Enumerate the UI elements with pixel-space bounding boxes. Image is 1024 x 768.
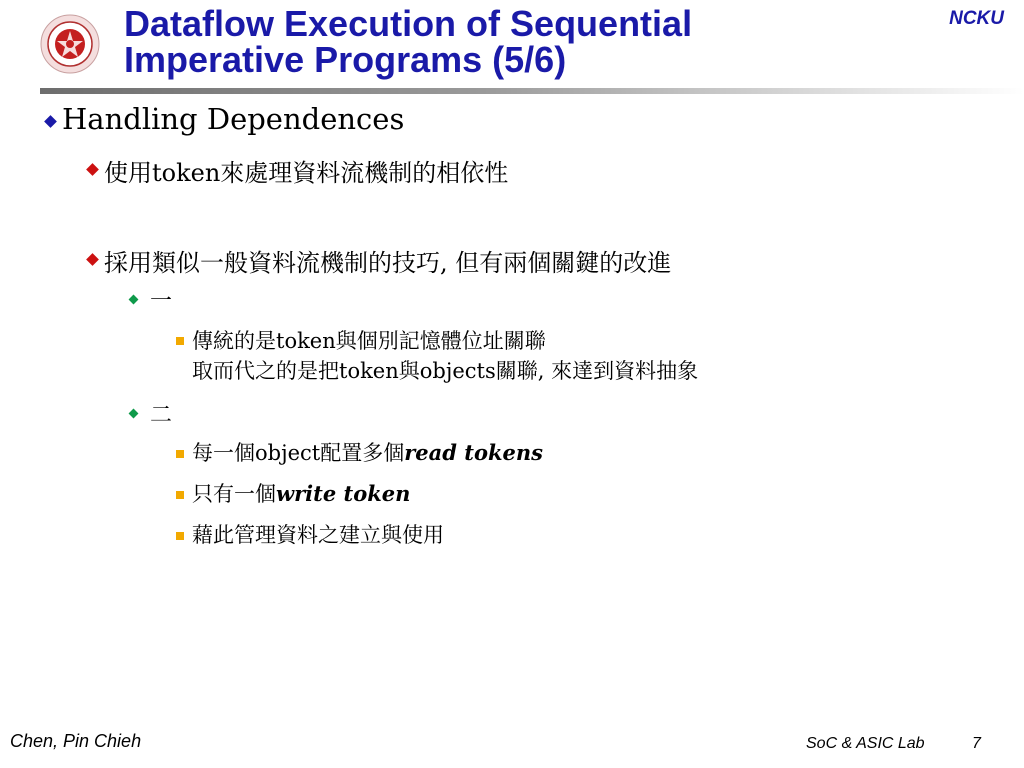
bullet-handling-dependences: Handling Dependences xyxy=(62,102,405,136)
bullet-replace-text: 取而代之的是把token與objects關聯, 來達到資料抽象 xyxy=(192,359,699,383)
brand-label: NCKU xyxy=(949,8,1004,29)
square-bullet-icon xyxy=(176,450,184,458)
title-line-1: Dataflow Execution of Sequential xyxy=(124,3,693,44)
bullet-write-token-text: 只有一個 xyxy=(192,482,276,506)
bullet-write-token-emphasis: write token xyxy=(276,481,411,506)
square-bullet-icon xyxy=(176,532,184,540)
diamond-bullet-icon xyxy=(129,409,139,419)
bullet-traditional: 傳統的是token與個別記憶體位址關聯 xyxy=(192,329,546,353)
bullet-read-tokens-emphasis: read tokens xyxy=(404,440,543,465)
footer-author: Chen, Pin Chieh xyxy=(10,731,142,751)
diamond-bullet-icon xyxy=(129,295,139,305)
bullet-read-tokens-text: 每一個object配置多個 xyxy=(192,441,405,465)
bullet-adopt-technique: 採用類似一般資料流機制的技巧, 但有兩個關鍵的改進 xyxy=(104,249,672,277)
bullet-first: 一 xyxy=(150,289,173,314)
footer-lab: SoC & ASIC Lab xyxy=(806,735,925,752)
title-line-2: Imperative Programs (5/6) xyxy=(124,39,567,80)
bullet-manage-data: 藉此管理資料之建立與使用 xyxy=(192,523,444,547)
diamond-bullet-icon xyxy=(86,163,99,176)
bullet-write-token xyxy=(192,478,410,508)
bullet-read-tokens xyxy=(192,437,543,467)
bullet-second: 二 xyxy=(150,403,173,428)
page-number: 7 xyxy=(972,735,981,752)
diamond-bullet-icon xyxy=(86,253,99,266)
square-bullet-icon xyxy=(176,491,184,499)
diamond-bullet-icon xyxy=(44,115,57,128)
square-bullet-icon xyxy=(176,337,184,345)
bullet-use-token: 使用token來處理資料流機制的相依性 xyxy=(104,159,509,187)
